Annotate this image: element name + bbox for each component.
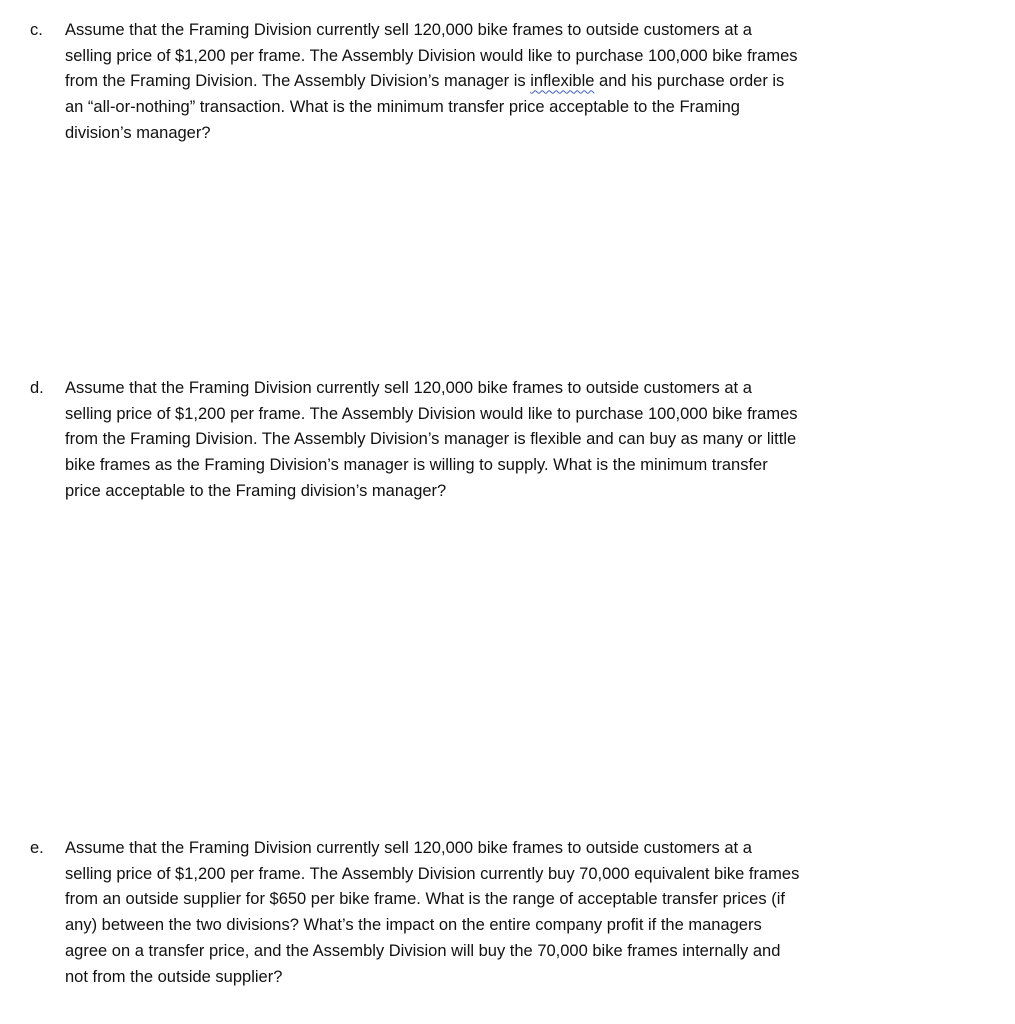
text-line: price acceptable to the Framing division’s manager? — [65, 481, 447, 500]
text-line: bike frames as the Framing Division’s manager is willing to supply. What is the minimum transfer — [65, 456, 768, 475]
text-line: any) between the two divisions? What’s the impact on the entire company profit if the managers — [65, 916, 762, 935]
question-text — [65, 18, 945, 147]
text-line-with-flag — [65, 69, 945, 95]
text-line: selling price of $1,200 per frame. The Assembly Division currently buy 70,000 equivalent bike frames — [65, 864, 800, 883]
text-line: Assume that the Framing Division currently sell 120,000 bike frames to outside customers at a — [65, 379, 752, 397]
text-line: from the Framing Division. The Assembly Division’s manager is flexible and can buy as many or little — [65, 430, 797, 449]
text-line: from an outside supplier for $650 per bike frame. What is the range of acceptable transfer prices (if — [65, 890, 785, 909]
text-segment: and his purchase order is — [594, 72, 785, 91]
text-line: Assume that the Framing Division currently sell 120,000 bike frames to outside customers at a — [65, 21, 752, 39]
question-marker: e. — [30, 839, 44, 857]
text-line: not from the outside supplier? — [65, 967, 283, 986]
question-text — [65, 376, 945, 505]
text-line: selling price of $1,200 per frame. The Assembly Division would like to purchase 100,000 bike frames — [65, 46, 798, 65]
question-text — [65, 836, 945, 990]
text-line: an “all-or-nothing” transaction. What is the minimum transfer price acceptable to the Framing — [65, 98, 740, 117]
text-line: Assume that the Framing Division currently sell 120,000 bike frames to outside customers at a — [65, 839, 752, 857]
text-segment: from the Framing Division. The Assembly Division’s manager is — [65, 72, 531, 91]
text-line: agree on a transfer price, and the Assembly Division will buy the 70,000 bike frames internally and — [65, 941, 781, 960]
spellcheck-flagged-word[interactable]: inflexible — [530, 72, 595, 91]
question-marker: d. — [30, 379, 44, 397]
question-marker: c. — [30, 21, 43, 39]
text-line: selling price of $1,200 per frame. The Assembly Division would like to purchase 100,000 bike frames — [65, 404, 798, 423]
text-line: division’s manager? — [65, 123, 211, 142]
